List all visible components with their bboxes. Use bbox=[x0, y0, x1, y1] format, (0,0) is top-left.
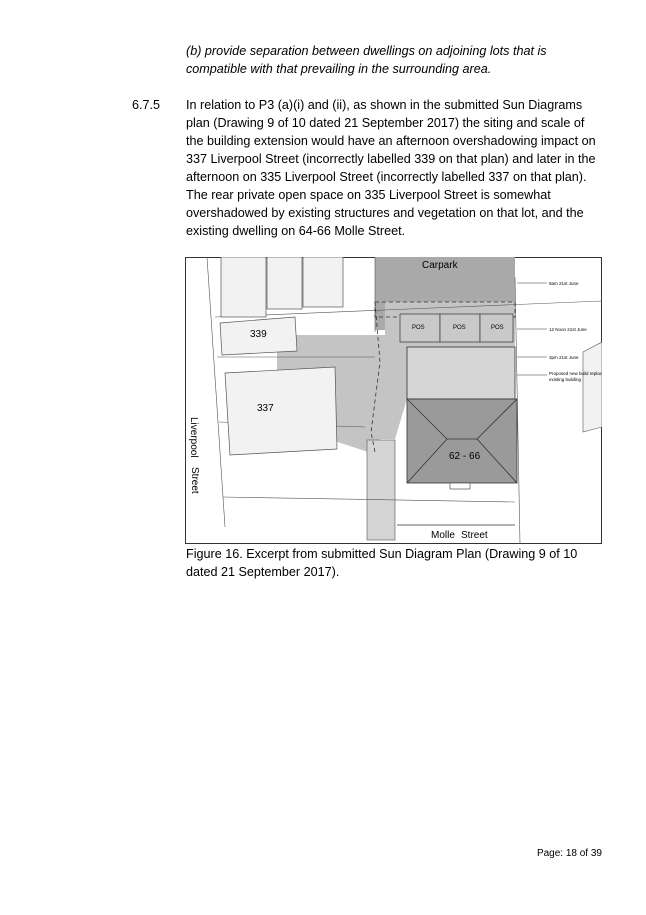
dwelling-62-66-roof bbox=[407, 399, 517, 483]
carpark-label: Carpark bbox=[422, 260, 458, 271]
pos-label-3: POS bbox=[491, 325, 504, 331]
lot-337-label: 337 bbox=[257, 403, 274, 414]
legend-3pm: 3pm 21st June bbox=[549, 355, 579, 360]
molle-label: Molle bbox=[431, 530, 455, 541]
lot-339-label: 339 bbox=[250, 329, 267, 340]
legend-proposed-1: Proposed new build replace bbox=[549, 371, 602, 376]
section-number: 6.7.5 bbox=[132, 98, 161, 112]
legend-9am: 9am 21st June bbox=[549, 281, 579, 286]
section-paragraph: In relation to P3 (a)(i) and (ii), as shown in the submitted Sun Diagrams plan (Drawing 9 of 10 dated 21 September 2017) the siting and scale of the building extension would have an afternoon overshadowing impact on 337 Liverpool Street (incorrectly labelled 339 on that plan) and later in the afternoon on 335 Liverpool Street (incorrectly labelled 337 on that plan). The rear private open space on 335 Liverpool Street is somewhat overshadowed by existing structures and vegetation on that lot, and the existing dwelling on 64-66 Molle Street. bbox=[186, 98, 596, 238]
lot-337-house bbox=[225, 367, 337, 455]
pos-label-1: POS bbox=[412, 325, 425, 331]
lot-62-66-label: 62 - 66 bbox=[449, 451, 481, 462]
figure-caption: Figure 16. Excerpt from submitted Sun Diagram Plan (Drawing 9 of 10 dated 21 September 2017). bbox=[186, 547, 578, 579]
street-label-left: Street bbox=[189, 467, 200, 494]
page-number: Page: 18 of 39 bbox=[536, 848, 602, 859]
right-neighbour bbox=[583, 342, 602, 432]
pos-label-2: POS bbox=[453, 325, 466, 331]
quoted-clause-b: (b) provide separation between dwellings on adjoining lots that is compatible with that prevailing in the surrounding area. bbox=[186, 44, 547, 76]
side-structure bbox=[367, 440, 395, 540]
proposed-extension bbox=[407, 347, 515, 399]
street-label-bottom: Street bbox=[461, 530, 488, 541]
legend-noon: 12 Noon 21st June bbox=[549, 327, 587, 332]
liverpool-label: Liverpool bbox=[188, 417, 199, 458]
sun-diagram-svg bbox=[185, 257, 602, 544]
sun-diagram-figure bbox=[185, 257, 602, 544]
entry-steps bbox=[450, 483, 470, 489]
legend-proposed-2: existing building bbox=[549, 377, 582, 382]
